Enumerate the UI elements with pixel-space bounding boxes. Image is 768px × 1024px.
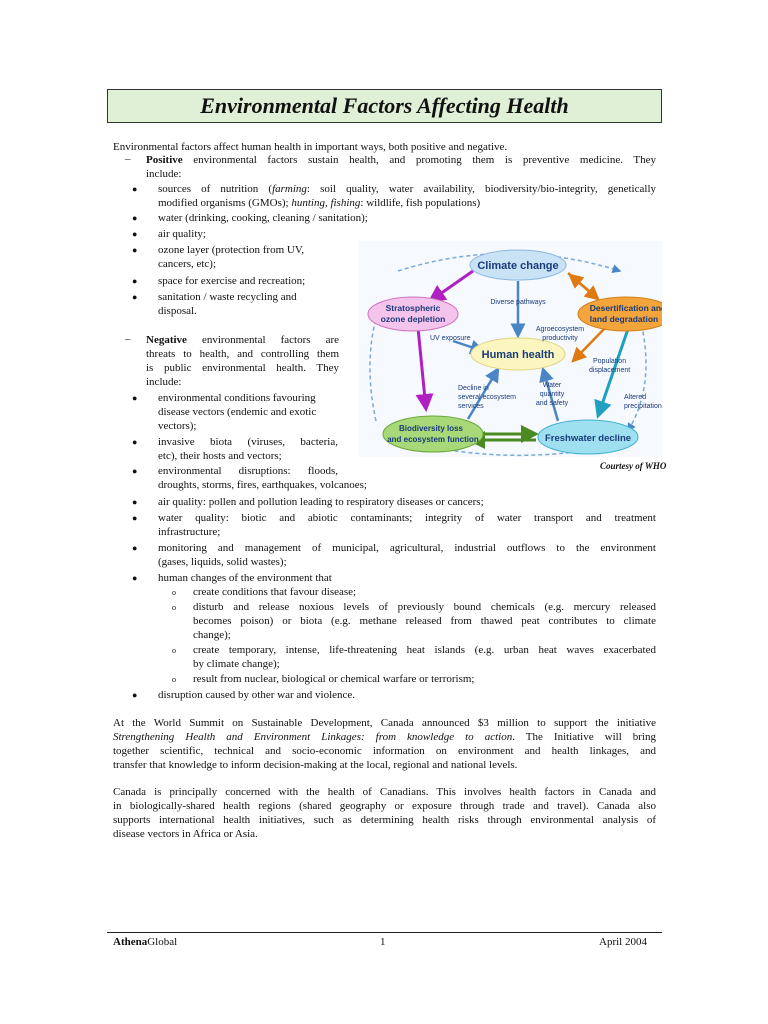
footer-brand: AthenaGlobal (113, 936, 178, 948)
negative-intro-line2: threats to health, and controlling them (146, 348, 339, 360)
population-label-2: displacement (589, 367, 631, 374)
positive-dash: – (125, 153, 131, 165)
bullet-icon: ● (132, 245, 138, 255)
bullet-icon: ● (132, 184, 138, 194)
negative-subitem-3-line2: by climate change); (193, 658, 280, 670)
circle-bullet-icon: o (172, 603, 176, 612)
para1-line4: transfer that knowledge to inform decision-making at the local, regional and national levels. (113, 759, 518, 771)
negative-item-1-line3: vectors); (158, 420, 197, 432)
freshwater-label: Freshwater decline (544, 433, 632, 444)
positive-label: Positive (146, 154, 183, 166)
negative-item-3-line2: droughts, storms, fires, earthquakes, volcanoes; (158, 479, 367, 491)
desert-label-1: Desertification and (589, 303, 662, 313)
bullet-icon: ● (132, 497, 138, 507)
uv-exposure-label: UV exposure (430, 335, 471, 342)
negative-item-3-line1: environmental disruptions: floods, (158, 465, 338, 477)
desert-label-2: land degradation (589, 314, 659, 324)
positive-item-3: air quality; (158, 228, 206, 240)
para1-line3: together scientific, technical and socio-economic information on environment and health linkages, and (113, 745, 656, 757)
positive-item-4-line2: cancers, etc); (158, 258, 217, 270)
positive-item-4-line1: ozone layer (protection from UV, (158, 244, 305, 256)
bullet-icon: ● (132, 466, 138, 476)
positive-item-1-line1: sources of nutrition (farming: soil quality, water availability, biodiversity/bio-integrity, genetically (158, 183, 656, 195)
water-label-1: Water (542, 382, 562, 389)
positive-item-1-line2: modified organisms (GMOs); hunting, fishing: wildlife, fish populations) (158, 197, 481, 209)
positive-item-5: space for exercise and recreation; (158, 275, 306, 287)
footer-page-number: 1 (380, 936, 386, 948)
population-label-1: Population (593, 358, 627, 365)
positive-intro: Positive environmental factors sustain health, and promoting them is preventive medicine. They (146, 154, 656, 166)
bullet-icon: ● (132, 213, 138, 223)
positive-item-6-line2: disposal. (158, 305, 197, 317)
negative-subitem-2-line1: disturb and release noxious levels of previously bound chemicals (e.g. mercury released (193, 601, 656, 613)
negative-subitem-1: create conditions that favour disease; (193, 586, 357, 598)
positive-include: include: (146, 168, 182, 180)
negative-item-2-line1: invasive biota (viruses, bacteria, (158, 436, 338, 448)
negative-item-2-line2: etc), their hosts and vectors; (158, 450, 282, 462)
negative-intro-line4: include: (146, 376, 182, 388)
altered-label-2: precipitation (624, 403, 662, 410)
circle-bullet-icon: o (172, 588, 176, 597)
para1-line1: At the World Summit on Sustainable Development, Canada announced $3 million to support the initiative (113, 717, 656, 729)
positive-item-6-line1: sanitation / waste recycling and (158, 291, 297, 303)
para2-line3: supports international health initiatives, such as determining health risks through environmental analysis of (113, 814, 656, 826)
decline-label-3: services (458, 403, 484, 410)
bullet-icon: ● (132, 573, 138, 583)
bullet-icon: ● (132, 393, 138, 403)
diverse-pathways-label: Diverse pathways (490, 299, 546, 306)
decline-label-1: Decline in (458, 385, 489, 392)
intro-text: Environmental factors affect human health in important ways, both positive and negative. (113, 141, 508, 153)
page-title: Environmental Factors Affecting Health (200, 93, 569, 118)
negative-last-item: disruption caused by other war and violence. (158, 689, 356, 701)
negative-subitem-3-line1: create temporary, intense, life-threatening heat islands (e.g. urban heat waves exacerbated (193, 644, 656, 656)
water-label-2: quantity (539, 391, 565, 398)
health-label: Human health (481, 349, 555, 361)
negative-dash: – (125, 333, 131, 345)
bullet-icon: ● (132, 543, 138, 553)
negative-item-7: human changes of the environment that (158, 572, 332, 584)
climate-change-label: Climate change (477, 260, 559, 272)
negative-item-6-line2: (gases, liquids, solid wastes); (158, 556, 287, 568)
negative-subitem-2-line3: change); (193, 629, 231, 641)
agro-label-1: Agroecosystem (535, 326, 585, 333)
ozone-label-1: Stratospheric (385, 303, 441, 313)
title-box (107, 89, 662, 123)
bullet-icon: ● (132, 276, 138, 286)
negative-item-1-line2: disease vectors (endemic and exotic (158, 406, 317, 418)
para2-line2: in biologically-shared health regions (shared geography or exposure through trade and travel). Canada also (113, 800, 656, 812)
biodiversity-label-1: Biodiversity loss (398, 424, 464, 433)
bullet-icon: ● (132, 513, 138, 523)
para2-line4: disease vectors in Africa or Asia. (113, 828, 258, 840)
negative-subitem-2-line2: becomes poison) or biota (e.g. methane released from thawed peat contributes to climate (193, 615, 656, 627)
decline-label-2: several ecosystem (458, 394, 516, 401)
negative-item-1-line1: environmental conditions favouring (158, 392, 316, 404)
circle-bullet-icon: o (172, 675, 176, 684)
diagram-credit: Courtesy of WHO (600, 461, 667, 471)
bullet-icon: ● (132, 292, 138, 302)
negative-subitem-4: result from nuclear, biological or chemical warfare or terrorism; (193, 673, 475, 685)
negative-item-4: air quality: pollen and pollution leading to respiratory diseases or cancers; (158, 496, 484, 508)
negative-item-5-line1: water quality: biotic and abiotic contaminants; integrity of water transport and treatment (158, 512, 656, 524)
biodiversity-node (383, 416, 483, 452)
para1-line2: Strengthening Health and Environment Linkages: from knowledge to action. The Initiative will bring (113, 731, 656, 743)
altered-label-1: Altered (624, 394, 647, 401)
negative-intro-line1: Negative environmental factors are (146, 334, 339, 346)
negative-intro-line3: is public environmental health. They (146, 362, 339, 374)
water-label-3: and safety (535, 400, 569, 407)
agro-label-2: productivity (542, 335, 578, 342)
negative-item-6-line1: monitoring and management of municipal, agricultural, industrial outflows to the environment (158, 542, 656, 554)
ozone-label-2: ozone depletion (380, 314, 446, 324)
biodiversity-label-2: and ecosystem function (387, 435, 479, 444)
footer-rule (107, 932, 662, 933)
footer-date: April 2004 (599, 936, 647, 948)
para2-line1: Canada is principally concerned with the health of Canadians. This involves health factors in Canada and (113, 786, 656, 798)
bullet-icon: ● (132, 690, 138, 700)
negative-label: Negative (146, 334, 187, 346)
circle-bullet-icon: o (172, 646, 176, 655)
bullet-icon: ● (132, 437, 138, 447)
who-diagram (358, 241, 662, 457)
negative-item-5-line2: infrastructure; (158, 526, 221, 538)
bullet-icon: ● (132, 229, 138, 239)
positive-item-2: water (drinking, cooking, cleaning / sanitation); (158, 212, 368, 224)
